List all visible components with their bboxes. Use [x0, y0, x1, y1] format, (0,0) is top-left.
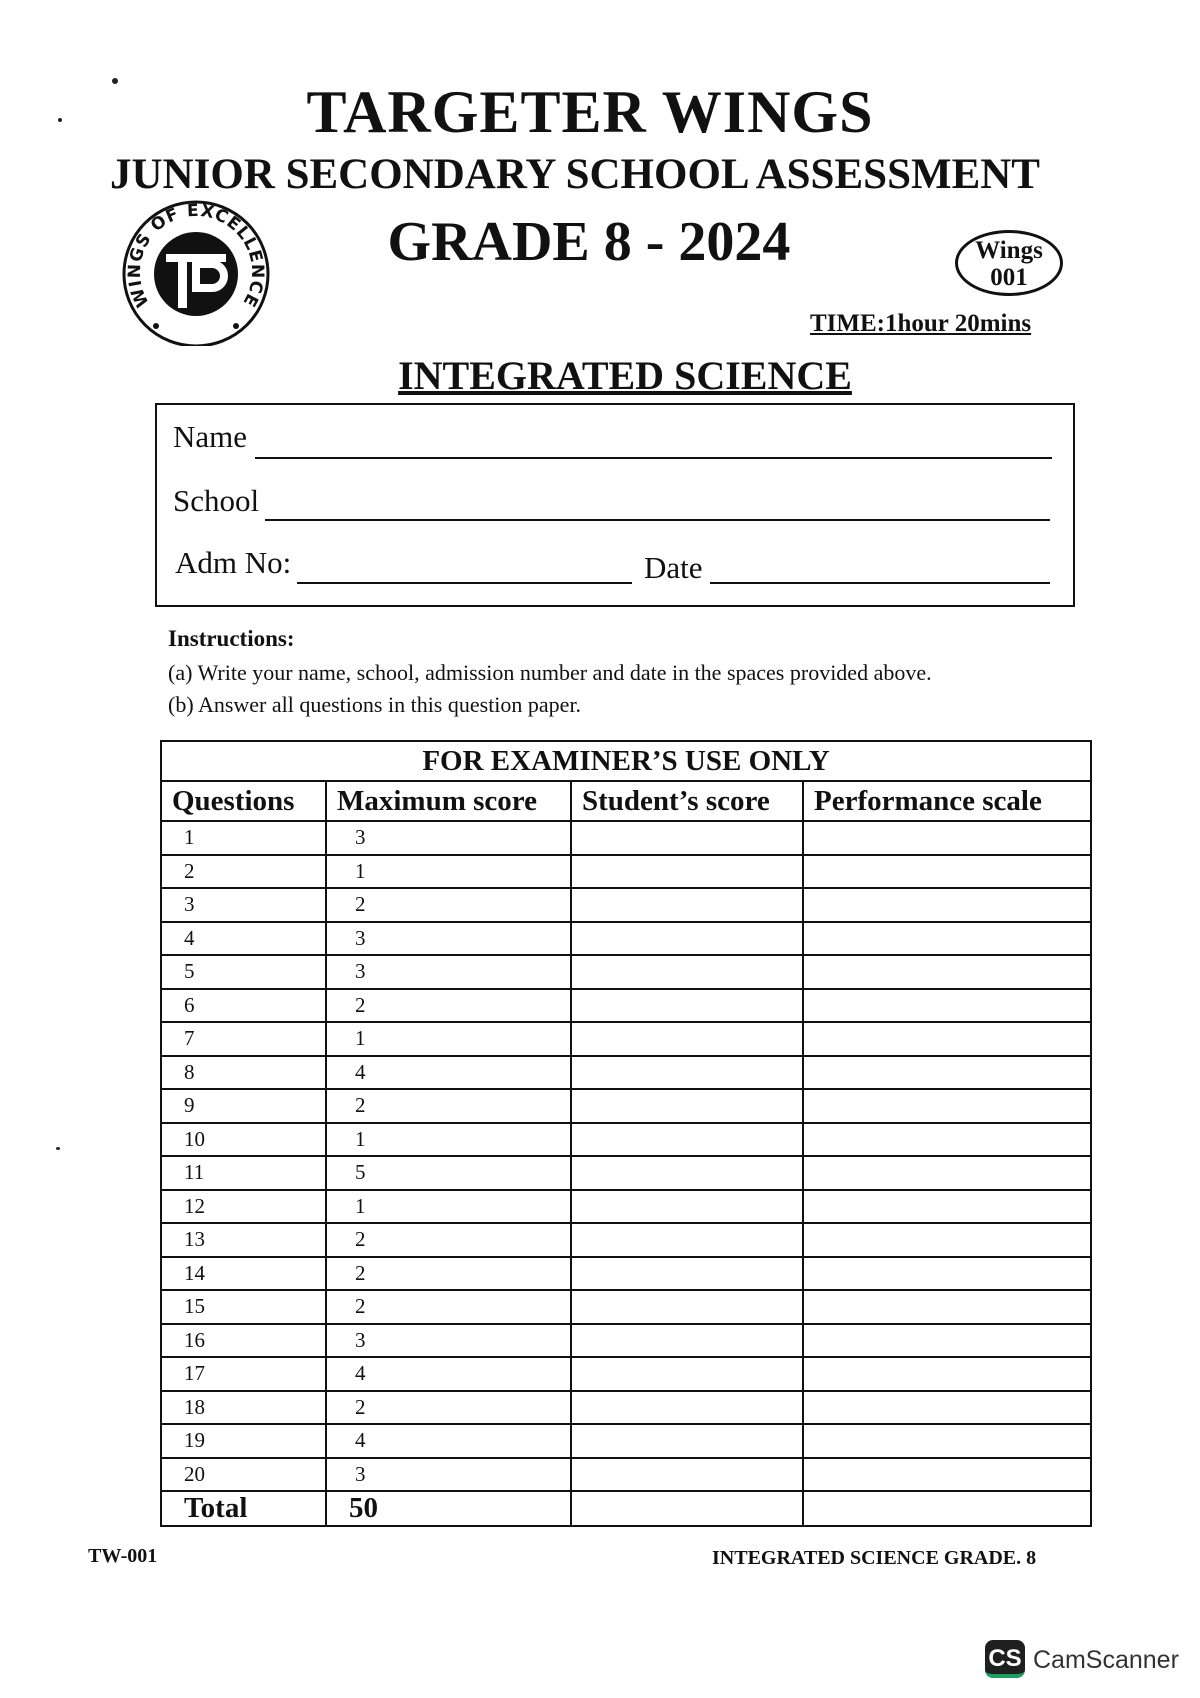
examiner-caption: FOR EXAMINER’S USE ONLY — [161, 741, 1091, 781]
students-score-cell[interactable] — [571, 1424, 803, 1458]
header-performance-scale: Performance scale — [803, 781, 1091, 821]
instruction-item: (b) Answer all questions in this question paper. — [168, 692, 582, 717]
score-row — [161, 1089, 1091, 1123]
students-score-cell[interactable] — [571, 1190, 803, 1224]
score-row — [161, 989, 1091, 1023]
adm-no-field[interactable] — [297, 582, 632, 584]
instruction-item: (a) Write your name, school, admission number and date in the spaces provided above. — [168, 660, 932, 685]
score-row — [161, 888, 1091, 922]
score-row — [161, 1391, 1091, 1425]
student-info-box — [155, 403, 1075, 607]
students-score-cell[interactable] — [571, 888, 803, 922]
score-row — [161, 955, 1091, 989]
score-row — [161, 1056, 1091, 1090]
school-label: School — [173, 483, 260, 518]
maximum-score: 2 — [326, 1257, 571, 1291]
header-students-score: Student’s score — [571, 781, 803, 821]
question-number: 7 — [161, 1022, 326, 1056]
performance-scale-cell[interactable] — [803, 1290, 1091, 1324]
students-score-cell[interactable] — [571, 1290, 803, 1324]
maximum-score: 3 — [326, 821, 571, 855]
question-number: 6 — [161, 989, 326, 1023]
students-score-cell[interactable] — [571, 821, 803, 855]
maximum-score: 2 — [326, 888, 571, 922]
performance-scale-cell[interactable] — [803, 989, 1091, 1023]
question-number: 1 — [161, 821, 326, 855]
students-score-cell[interactable] — [571, 1022, 803, 1056]
logo-ring-text: WINGS OF EXCELLENCE — [124, 200, 268, 311]
students-score-cell[interactable] — [571, 1156, 803, 1190]
score-row — [161, 1123, 1091, 1157]
question-number: 19 — [161, 1424, 326, 1458]
date-label: Date — [644, 550, 703, 585]
date-field[interactable] — [710, 582, 1050, 584]
question-number: 13 — [161, 1223, 326, 1257]
maximum-score: 4 — [326, 1357, 571, 1391]
paper-code-line2: 001 — [990, 264, 1028, 291]
camscanner-watermark: CamScanner — [1033, 1646, 1179, 1674]
performance-scale-cell[interactable] — [803, 821, 1091, 855]
assessment-title: JUNIOR SECONDARY SCHOOL ASSESSMENT — [110, 151, 1040, 198]
total-students-score-cell[interactable] — [571, 1491, 803, 1526]
paper-code-line1: Wings — [975, 237, 1043, 264]
question-number: 9 — [161, 1089, 326, 1123]
performance-scale-cell[interactable] — [803, 1190, 1091, 1224]
performance-scale-cell[interactable] — [803, 955, 1091, 989]
maximum-score: 2 — [326, 1391, 571, 1425]
score-row — [161, 1458, 1091, 1492]
performance-scale-cell[interactable] — [803, 1458, 1091, 1492]
footer-paper-code: TW-001 — [88, 1545, 158, 1567]
name-label: Name — [173, 419, 248, 454]
students-score-cell[interactable] — [571, 1357, 803, 1391]
maximum-score: 2 — [326, 1089, 571, 1123]
students-score-cell[interactable] — [571, 1324, 803, 1358]
footer-subject-grade: INTEGRATED SCIENCE GRADE. 8 — [712, 1547, 1037, 1569]
scan-speck — [112, 78, 118, 84]
maximum-score: 1 — [326, 1190, 571, 1224]
scan-speck — [56, 1147, 60, 1150]
performance-scale-cell[interactable] — [803, 1357, 1091, 1391]
students-score-cell[interactable] — [571, 1123, 803, 1157]
score-row — [161, 1022, 1091, 1056]
score-row — [161, 1223, 1091, 1257]
maximum-score: 2 — [326, 989, 571, 1023]
score-row — [161, 821, 1091, 855]
question-number: 18 — [161, 1391, 326, 1425]
instructions-title: Instructions: — [168, 626, 295, 651]
total-row — [161, 1491, 1091, 1526]
paper-code-badge — [955, 230, 1063, 296]
performance-scale-cell[interactable] — [803, 1123, 1091, 1157]
students-score-cell[interactable] — [571, 989, 803, 1023]
maximum-score: 1 — [326, 1123, 571, 1157]
maximum-score: 4 — [326, 1056, 571, 1090]
organization-title: TARGETER WINGS — [306, 79, 874, 145]
school-field[interactable] — [265, 519, 1050, 521]
header-maximum-score: Maximum score — [326, 781, 571, 821]
camscanner-logo: CS — [985, 1640, 1025, 1678]
adm-no-label: Adm No: — [175, 545, 292, 580]
students-score-cell[interactable] — [571, 1089, 803, 1123]
maximum-score: 2 — [326, 1290, 571, 1324]
maximum-score: 3 — [326, 922, 571, 956]
score-row — [161, 1156, 1091, 1190]
score-row — [161, 1290, 1091, 1324]
school-logo — [118, 198, 274, 346]
score-row — [161, 922, 1091, 956]
students-score-cell[interactable] — [571, 855, 803, 889]
header-questions: Questions — [161, 781, 326, 821]
students-score-cell[interactable] — [571, 922, 803, 956]
performance-scale-cell[interactable] — [803, 855, 1091, 889]
question-number: 17 — [161, 1357, 326, 1391]
students-score-cell[interactable] — [571, 1056, 803, 1090]
maximum-score: 1 — [326, 855, 571, 889]
students-score-cell[interactable] — [571, 1458, 803, 1492]
time-allowed: TIME:1hour 20mins — [810, 310, 1032, 337]
students-score-cell[interactable] — [571, 1257, 803, 1291]
performance-scale-cell[interactable] — [803, 1156, 1091, 1190]
performance-scale-cell[interactable] — [803, 888, 1091, 922]
total-label: Total — [161, 1491, 326, 1526]
score-row — [161, 1357, 1091, 1391]
question-number: 14 — [161, 1257, 326, 1291]
score-row — [161, 1424, 1091, 1458]
question-number: 4 — [161, 922, 326, 956]
total-value: 50 — [326, 1491, 571, 1526]
name-field[interactable] — [255, 457, 1052, 459]
performance-scale-cell[interactable] — [803, 1257, 1091, 1291]
score-row — [161, 1257, 1091, 1291]
scan-speck — [58, 118, 62, 122]
question-number: 16 — [161, 1324, 326, 1358]
students-score-cell[interactable] — [571, 1223, 803, 1257]
performance-scale-cell[interactable] — [803, 1056, 1091, 1090]
examiner-table — [160, 740, 1092, 1527]
maximum-score: 3 — [326, 1324, 571, 1358]
performance-scale-cell[interactable] — [803, 1391, 1091, 1425]
total-performance-cell[interactable] — [803, 1491, 1091, 1526]
maximum-score: 2 — [326, 1223, 571, 1257]
score-row — [161, 855, 1091, 889]
performance-scale-cell[interactable] — [803, 1022, 1091, 1056]
question-number: 8 — [161, 1056, 326, 1090]
performance-scale-cell[interactable] — [803, 1223, 1091, 1257]
score-row — [161, 1324, 1091, 1358]
question-number: 11 — [161, 1156, 326, 1190]
score-row — [161, 1190, 1091, 1224]
maximum-score: 1 — [326, 1022, 571, 1056]
students-score-cell[interactable] — [571, 1391, 803, 1425]
performance-scale-cell[interactable] — [803, 1089, 1091, 1123]
performance-scale-cell[interactable] — [803, 922, 1091, 956]
performance-scale-cell[interactable] — [803, 1324, 1091, 1358]
subject-title: INTEGRATED SCIENCE — [398, 353, 852, 398]
question-number: 2 — [161, 855, 326, 889]
question-number: 3 — [161, 888, 326, 922]
question-number: 15 — [161, 1290, 326, 1324]
students-score-cell[interactable] — [571, 955, 803, 989]
maximum-score: 3 — [326, 1458, 571, 1492]
question-number: 10 — [161, 1123, 326, 1157]
performance-scale-cell[interactable] — [803, 1424, 1091, 1458]
question-number: 20 — [161, 1458, 326, 1492]
maximum-score: 5 — [326, 1156, 571, 1190]
question-number: 5 — [161, 955, 326, 989]
maximum-score: 3 — [326, 955, 571, 989]
maximum-score: 4 — [326, 1424, 571, 1458]
grade-year-title: GRADE 8 - 2024 — [387, 211, 791, 273]
question-number: 12 — [161, 1190, 326, 1224]
